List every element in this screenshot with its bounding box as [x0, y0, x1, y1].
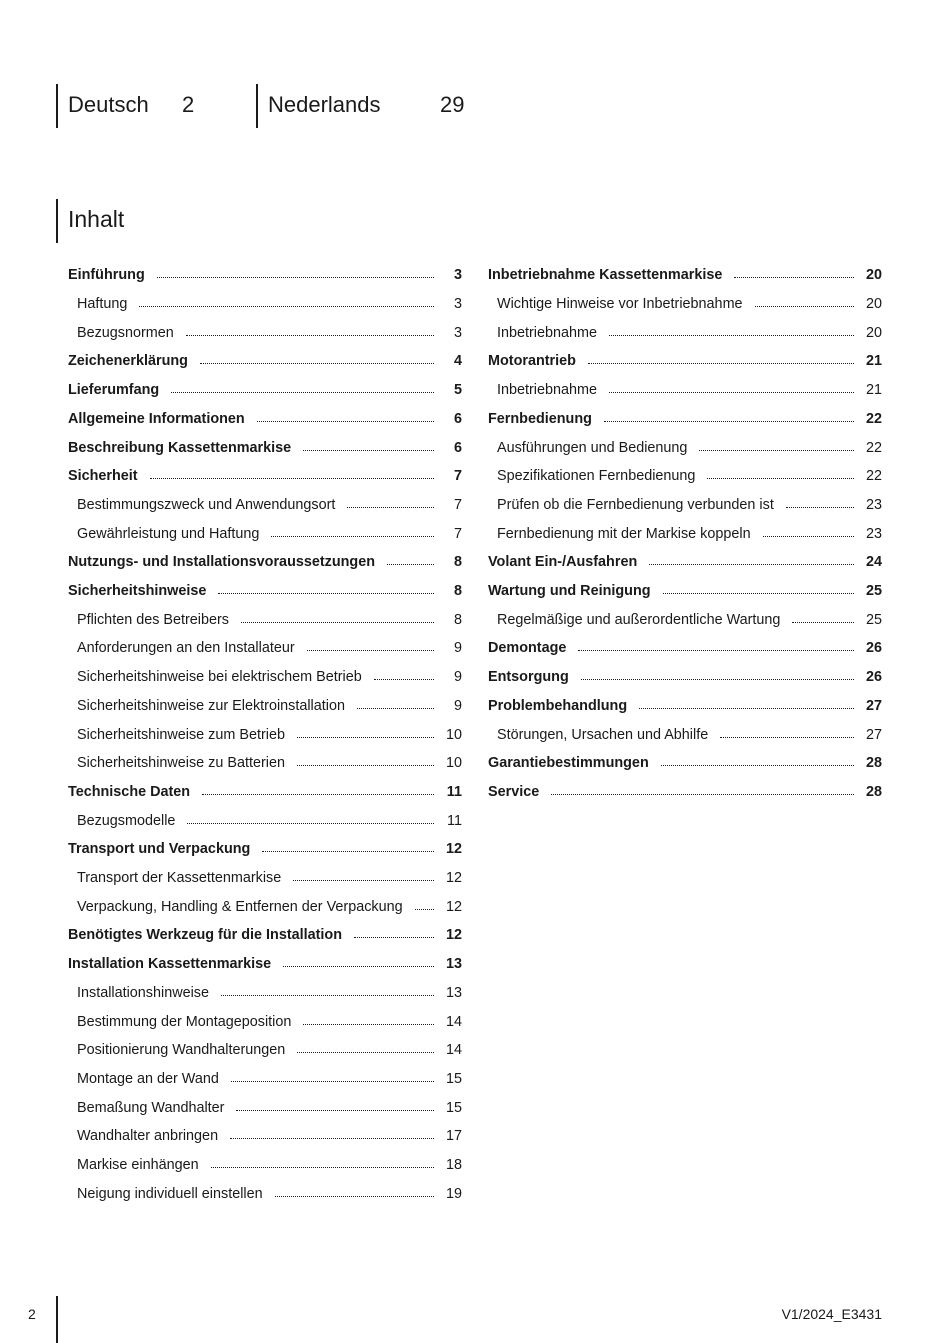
dot-leader	[581, 679, 854, 680]
toc-subentry[interactable]	[77, 720, 462, 749]
dot-leader	[150, 478, 434, 479]
toc-entry-page: 9	[453, 697, 462, 714]
toc-entry-label: Beschreibung Kassettenmarkise	[68, 439, 292, 456]
toc-entry-label: Sicherheitshinweise zum Betrieb	[77, 726, 285, 743]
toc-entry-label: Volant Ein-/Ausfahren	[488, 554, 638, 571]
toc-entry-label: Montage an der Wand	[77, 1070, 219, 1087]
toc-subentry[interactable]	[77, 1036, 462, 1065]
toc-entry-label: Regelmäßige und außerordentliche Wartung	[497, 611, 781, 628]
toc-entry-label: Wartung und Reinigung	[488, 583, 651, 600]
toc-entry-label: Bestimmung der Montageposition	[77, 1013, 292, 1030]
toc-entry[interactable]	[68, 462, 462, 491]
toc-entry-page: 24	[865, 554, 882, 571]
toc-entry[interactable]	[488, 261, 882, 290]
toc-entry-page: 17	[445, 1128, 462, 1145]
dot-leader	[257, 421, 434, 422]
toc-entry-page: 4	[453, 353, 462, 370]
toc-subentry[interactable]	[77, 318, 462, 347]
toc-entry[interactable]	[68, 261, 462, 290]
toc-entry-page: 14	[445, 1013, 462, 1030]
toc-entry-page: 23	[865, 525, 882, 542]
dot-leader	[374, 679, 434, 680]
dot-leader	[551, 794, 854, 795]
toc-subentry[interactable]	[77, 1179, 462, 1208]
toc-entry[interactable]	[488, 347, 882, 376]
toc-entry[interactable]	[488, 634, 882, 663]
toc-entry-page: 7	[453, 525, 462, 542]
toc-entry-page: 15	[445, 1099, 462, 1116]
toc-entry-label: Fernbedienung mit der Markise koppeln	[497, 525, 751, 542]
toc-entry-label: Inbetriebnahme	[497, 324, 598, 341]
toc-entry-label: Inbetriebnahme	[497, 382, 598, 399]
toc-entry-page: 11	[447, 812, 462, 829]
dot-leader	[283, 966, 434, 967]
toc-entry-label: Gewährleistung und Haftung	[77, 525, 260, 542]
toc-entry-page: 28	[865, 783, 882, 800]
dot-leader	[297, 1052, 434, 1053]
dot-leader	[303, 1024, 434, 1025]
dot-leader	[578, 650, 854, 651]
toc-subentry[interactable]	[77, 290, 462, 319]
toc-entry[interactable]	[488, 548, 882, 577]
dot-leader	[763, 536, 854, 537]
dot-leader	[275, 1196, 434, 1197]
toc-entry-page: 26	[865, 669, 882, 686]
toc-entry-page: 19	[445, 1185, 462, 1202]
dot-leader	[221, 995, 434, 996]
toc-entry-label: Störungen, Ursachen und Abhilfe	[497, 726, 709, 743]
dot-leader	[734, 277, 854, 278]
toc-entry-label: Einführung	[68, 267, 145, 284]
toc-entry-page: 9	[453, 669, 462, 686]
dot-leader	[639, 708, 854, 709]
toc-subentry[interactable]	[497, 290, 882, 319]
toc-entry-label: Fernbedienung	[488, 410, 592, 427]
dot-leader	[387, 564, 434, 565]
toc-entry[interactable]	[488, 577, 882, 606]
dot-leader	[200, 363, 434, 364]
toc-entry-page: 7	[453, 468, 462, 485]
dot-leader	[262, 851, 434, 852]
toc-entry-label: Installation Kassettenmarkise	[68, 956, 272, 973]
toc-entry-page: 18	[445, 1157, 462, 1174]
toc-entry[interactable]	[68, 433, 462, 462]
toc-entry-page: 6	[453, 410, 462, 427]
toc-subentry[interactable]	[77, 1007, 462, 1036]
toc-entry-label: Wichtige Hinweise vor Inbetriebnahme	[497, 296, 743, 313]
toc-subentry[interactable]	[497, 462, 882, 491]
toc-entry-page: 27	[865, 726, 882, 743]
dot-leader	[699, 450, 854, 451]
toc-subentry[interactable]	[77, 663, 462, 692]
toc-subentry[interactable]	[77, 605, 462, 634]
toc-entry[interactable]	[68, 577, 462, 606]
toc-entry[interactable]	[68, 405, 462, 434]
toc-entry-label: Prüfen ob die Fernbedienung verbunden ist	[497, 496, 774, 513]
toc-subentry[interactable]	[77, 892, 462, 921]
toc-entry-label: Sicherheitshinweise bei elektrischem Betrieb	[77, 669, 362, 686]
toc-entry-page: 22	[865, 439, 882, 456]
toc-entry-page: 3	[453, 267, 462, 284]
toc-entry-label: Positionierung Wandhalterungen	[77, 1042, 286, 1059]
toc-entry-page: 23	[865, 496, 882, 513]
toc-entry-page: 10	[445, 726, 462, 743]
toc-entry-label: Anforderungen an den Installateur	[77, 640, 295, 657]
toc-entry-label: Markise einhängen	[77, 1157, 199, 1174]
toc-entry[interactable]	[68, 921, 462, 950]
toc-entry-label: Sicherheitshinweise zur Elektroinstallation	[77, 697, 345, 714]
toc-entry-page: 11	[446, 783, 462, 800]
toc-entry-label: Benötigtes Werkzeug für die Installation	[68, 927, 342, 944]
toc-entry[interactable]	[488, 663, 882, 692]
dot-leader	[307, 650, 434, 651]
toc-entry[interactable]	[488, 778, 882, 807]
dot-leader	[604, 421, 854, 422]
toc-subentry[interactable]	[77, 749, 462, 778]
dot-leader	[230, 1138, 434, 1139]
toc-entry-label: Wandhalter anbringen	[77, 1128, 219, 1145]
toc-entry-label: Verpackung, Handling & Entfernen der Verpackung	[77, 898, 403, 915]
toc-entry-page: 8	[453, 583, 462, 600]
language-link-nederlands[interactable]	[256, 84, 488, 128]
toc-entry-page: 3	[453, 296, 462, 313]
toc-entry[interactable]	[68, 835, 462, 864]
toc-entry-page: 25	[865, 611, 882, 628]
toc-entry-page: 5	[453, 382, 462, 399]
dot-leader	[609, 392, 854, 393]
toc-entry-page: 28	[865, 755, 882, 772]
toc-entry-label: Neigung individuell einstellen	[77, 1185, 263, 1202]
toc-entry-label: Inbetriebnahme Kassettenmarkise	[488, 267, 723, 284]
toc-entry-label: Sicherheitshinweise zu Batterien	[77, 755, 285, 772]
toc-entry-label: Transport und Verpackung	[68, 841, 251, 858]
dot-leader	[236, 1110, 434, 1111]
toc-subentry[interactable]	[77, 634, 462, 663]
toc-entry-page: 21	[865, 353, 882, 370]
toc-entry-page: 12	[445, 870, 462, 887]
toc-entry-label: Zeichenerklärung	[68, 353, 188, 370]
toc-entry-label: Ausführungen und Bedienung	[497, 439, 688, 456]
dot-leader	[303, 450, 434, 451]
dot-leader	[171, 392, 434, 393]
dot-leader	[707, 478, 854, 479]
toc-entry-page: 3	[453, 324, 462, 341]
toc-subentry[interactable]	[497, 605, 882, 634]
toc-entry-page: 13	[445, 984, 462, 1001]
toc-entry[interactable]	[68, 778, 462, 807]
toc-entry-page: 22	[865, 410, 882, 427]
toc-entry-page: 27	[865, 697, 882, 714]
toc-subentry[interactable]	[77, 1151, 462, 1180]
toc-entry-label: Entsorgung	[488, 669, 569, 686]
dot-leader	[347, 507, 434, 508]
toc-entry-label: Allgemeine Informationen	[68, 410, 245, 427]
toc-entry[interactable]	[68, 347, 462, 376]
toc-entry-label: Pflichten des Betreibers	[77, 611, 229, 628]
toc-entry-label: Spezifikationen Fernbedienung	[497, 468, 696, 485]
toc-entry-page: 14	[445, 1042, 462, 1059]
toc-subentry[interactable]	[77, 806, 462, 835]
dot-leader	[218, 593, 434, 594]
language-page-number: 2	[182, 92, 195, 117]
toc-entry-label: Sicherheit	[68, 468, 138, 485]
footer-divider	[56, 1296, 58, 1343]
dot-leader	[661, 765, 854, 766]
toc-subentry[interactable]	[497, 491, 882, 520]
toc-entry-label: Motorantrieb	[488, 353, 576, 370]
toc-entry-page: 21	[865, 382, 882, 399]
dot-leader	[186, 335, 434, 336]
toc-entry[interactable]	[68, 548, 462, 577]
toc-entry-label: Demontage	[488, 640, 567, 657]
dot-leader	[649, 564, 854, 565]
toc-entry-page: 26	[865, 640, 882, 657]
toc-entry-page: 22	[865, 468, 882, 485]
dot-leader	[786, 507, 854, 508]
dot-leader	[271, 536, 434, 537]
toc-entry-page: 20	[865, 324, 882, 341]
footer-document-code: V1/2024_E3431	[781, 1306, 882, 1322]
dot-leader	[297, 737, 434, 738]
toc-subentry[interactable]	[77, 1065, 462, 1094]
toc-subentry[interactable]	[77, 979, 462, 1008]
toc-entry-label: Installationshinweise	[77, 984, 209, 1001]
toc-entry-page: 12	[445, 898, 462, 915]
dot-leader	[415, 909, 434, 910]
dot-leader	[609, 335, 854, 336]
dot-leader	[293, 880, 434, 881]
dot-leader	[792, 622, 854, 623]
toc-entry[interactable]	[68, 950, 462, 979]
toc-entry-label: Bezugsmodelle	[77, 812, 176, 829]
dot-leader	[231, 1081, 434, 1082]
dot-leader	[157, 277, 434, 278]
toc-entry-label: Nutzungs- und Installationsvoraussetzungen	[68, 554, 376, 571]
dot-leader	[354, 937, 434, 938]
language-name: Deutsch	[68, 92, 149, 117]
dot-leader	[588, 363, 854, 364]
toc-entry-label: Technische Daten	[68, 783, 191, 800]
dot-leader	[755, 306, 854, 307]
toc-subentry[interactable]	[497, 519, 882, 548]
toc-entry[interactable]	[68, 376, 462, 405]
toc-entry[interactable]	[488, 749, 882, 778]
dot-leader	[211, 1167, 434, 1168]
toc-subentry[interactable]	[497, 376, 882, 405]
toc-subentry[interactable]	[77, 692, 462, 721]
toc-subentry[interactable]	[77, 1122, 462, 1151]
toc-entry-label: Bezugsnormen	[77, 324, 174, 341]
toc-entry-page: 7	[453, 496, 462, 513]
dot-leader	[202, 794, 434, 795]
toc-entry-label: Sicherheitshinweise	[68, 583, 207, 600]
toc-entry-page: 8	[453, 611, 462, 628]
language-name: Nederlands	[268, 92, 381, 117]
dot-leader	[357, 708, 434, 709]
language-page-number: 29	[440, 92, 465, 117]
toc-subentry[interactable]	[77, 864, 462, 893]
toc-subentry[interactable]	[497, 318, 882, 347]
toc-entry-label: Bemaßung Wandhalter	[77, 1099, 225, 1116]
dot-leader	[139, 306, 434, 307]
toc-entry-label: Bestimmungszweck und Anwendungsort	[77, 496, 336, 513]
toc-entry-page: 15	[445, 1070, 462, 1087]
toc-entry-page: 9	[453, 640, 462, 657]
language-link-deutsch[interactable]	[56, 84, 218, 128]
toc-entry[interactable]	[488, 692, 882, 721]
toc-entry-page: 13	[445, 956, 462, 973]
toc-subentry[interactable]	[497, 720, 882, 749]
toc-entry-page: 8	[453, 554, 462, 571]
toc-entry-label: Garantiebestimmungen	[488, 755, 649, 772]
toc-entry-label: Lieferumfang	[68, 382, 160, 399]
dot-leader	[187, 823, 434, 824]
dot-leader	[241, 622, 434, 623]
toc-heading-block	[56, 199, 125, 243]
dot-leader	[720, 737, 854, 738]
toc-entry-page: 10	[445, 755, 462, 772]
toc-entry-page: 12	[445, 927, 462, 944]
toc-entry-page: 25	[865, 583, 882, 600]
toc-entry-label: Problembehandlung	[488, 697, 628, 714]
dot-leader	[663, 593, 854, 594]
page-title: Inhalt	[68, 206, 125, 232]
dot-leader	[297, 765, 434, 766]
toc-subentry[interactable]	[77, 519, 462, 548]
toc-entry-page: 12	[445, 841, 462, 858]
toc-entry-label: Haftung	[77, 296, 128, 313]
toc-entry-label: Transport der Kassettenmarkise	[77, 870, 282, 887]
toc-entry-page: 6	[453, 439, 462, 456]
toc-entry-label: Service	[488, 783, 540, 800]
toc-entry-page: 20	[865, 267, 882, 284]
toc-subentry[interactable]	[77, 491, 462, 520]
toc-subentry[interactable]	[77, 1093, 462, 1122]
toc-entry-page: 20	[865, 296, 882, 313]
toc-subentry[interactable]	[497, 433, 882, 462]
toc-entry[interactable]	[488, 405, 882, 434]
footer-page-number: 2	[28, 1306, 36, 1322]
